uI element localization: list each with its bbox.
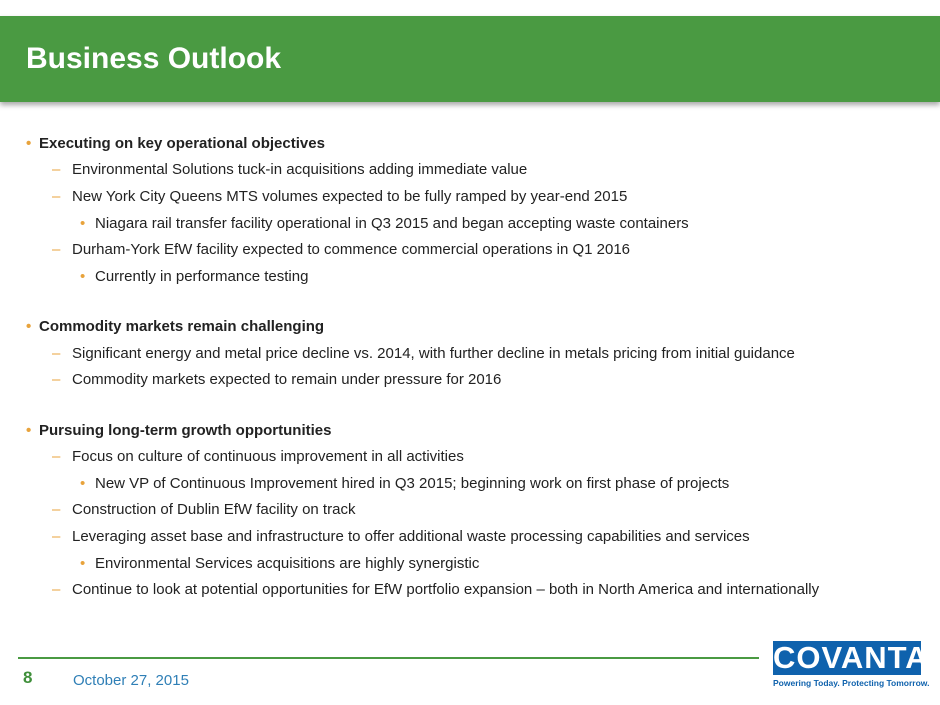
bullet-marker: • — [26, 318, 32, 335]
line-text: Executing on key operational objectives — [39, 135, 325, 152]
line-text: Pursuing long-term growth opportunities — [39, 422, 332, 439]
covanta-logo — [773, 640, 930, 691]
dash-marker: – — [52, 528, 61, 545]
bullet-marker: • — [80, 215, 86, 232]
outline-item — [52, 345, 795, 363]
outline-item — [52, 528, 750, 546]
title-banner — [0, 16, 940, 102]
dash-marker: – — [52, 188, 61, 205]
dash-marker: – — [52, 501, 61, 518]
bullet-marker: • — [26, 422, 32, 439]
line-text: Significant energy and metal price decline vs. 2014, with further decline in metals pricing from initial guidance — [72, 345, 795, 362]
footer-date: October 27, 2015 — [73, 672, 189, 689]
line-text: Currently in performance testing — [95, 268, 309, 285]
dash-marker: – — [52, 161, 61, 178]
section-heading — [26, 135, 325, 153]
line-text: New VP of Continuous Improvement hired in Q3 2015; beginning work on first phase of projects — [95, 475, 730, 492]
bullet-marker: • — [26, 135, 32, 152]
outline-item — [52, 448, 464, 466]
line-text: Leveraging asset base and infrastructure to offer additional waste processing capabilities and services — [72, 528, 750, 545]
dash-marker: – — [52, 345, 61, 362]
outline-subitem — [80, 475, 729, 493]
outline-subitem — [80, 555, 479, 573]
outline-item — [52, 501, 355, 519]
line-text: Continue to look at potential opportunities for EfW portfolio expansion – both in North America and internationally — [72, 581, 820, 598]
line-text: Focus on culture of continuous improvement in all activities — [72, 448, 464, 465]
bullet-marker: • — [80, 475, 86, 492]
slide-title: Business Outlook — [26, 42, 282, 75]
line-text: Commodity markets expected to remain under pressure for 2016 — [72, 371, 502, 388]
outline-item — [52, 161, 527, 179]
line-text: Niagara rail transfer facility operational in Q3 2015 and began accepting waste containers — [95, 215, 689, 232]
logo-tagline: Powering Today. Protecting Tomorrow. — [773, 678, 930, 688]
outline-item — [52, 188, 627, 206]
dash-marker: – — [52, 371, 61, 388]
dash-marker: – — [52, 581, 61, 598]
logo-wordmark: COVANTA — [773, 640, 929, 675]
footer-divider — [18, 657, 759, 659]
dash-marker: – — [52, 241, 61, 258]
line-text: Environmental Services acquisitions are highly synergistic — [95, 555, 480, 572]
section-heading — [26, 318, 324, 336]
page-number: 8 — [23, 668, 33, 687]
dash-marker: – — [52, 448, 61, 465]
line-text: New York City Queens MTS volumes expected to be fully ramped by year-end 2015 — [72, 188, 628, 205]
outline-item — [52, 581, 819, 599]
bullet-marker: • — [80, 268, 86, 285]
line-text: Commodity markets remain challenging — [39, 318, 325, 335]
line-text: Construction of Dublin EfW facility on track — [72, 501, 356, 518]
outline-item — [52, 241, 630, 259]
section-heading — [26, 422, 331, 440]
outline-subitem — [80, 268, 308, 286]
bullet-marker: • — [80, 555, 86, 572]
outline-item — [52, 371, 501, 389]
line-text: Durham-York EfW facility expected to commence commercial operations in Q1 2016 — [72, 241, 631, 258]
outline-subitem — [80, 215, 689, 233]
line-text: Environmental Solutions tuck-in acquisitions adding immediate value — [72, 161, 528, 178]
